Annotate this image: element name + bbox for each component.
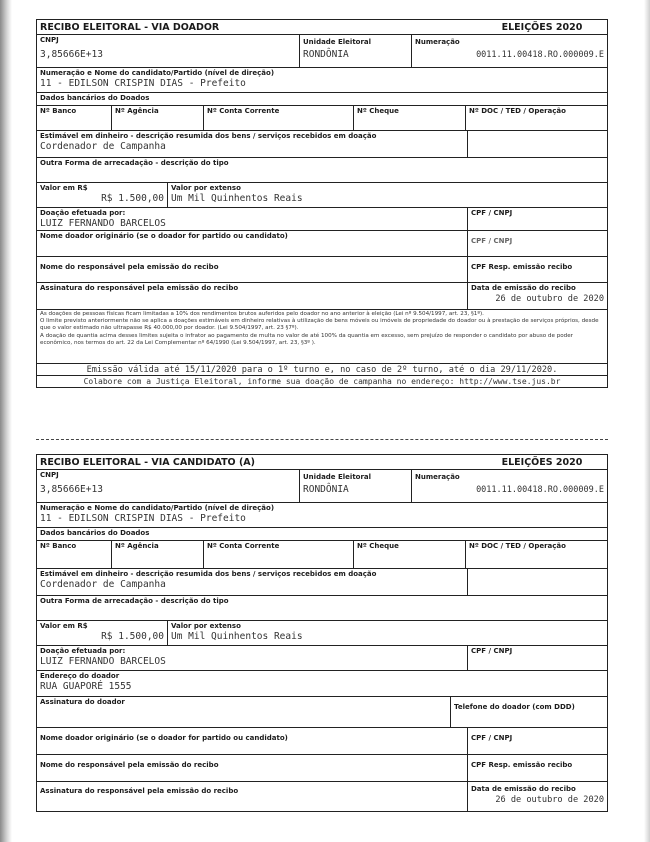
donor-colabore-row: [37, 375, 607, 387]
donor-valor-label: Valor em R$: [40, 184, 88, 192]
cand-assinatura-doador-label: Assinatura do doador: [40, 698, 125, 706]
cand-estimavel-cell: [37, 569, 467, 595]
donor-valor-row: [37, 182, 607, 207]
donor-numeracao-label: Numeração: [415, 38, 460, 46]
cand-numeracao-label: Numeração: [415, 473, 460, 481]
cand-doc-label: Nº DOC / TED / Operação: [465, 541, 607, 568]
cand-unidade-cell: [299, 470, 411, 502]
donor-banco-label: Nº Banco: [40, 107, 77, 115]
cand-endereco-row: [37, 670, 607, 696]
cand-numeracao-value: 0011.11.00418.RO.000009.E: [476, 485, 604, 495]
cand-estimavel-label: Estimável em dinheiro - descrição resumida dos bens / serviços recebidos em doação: [40, 570, 377, 578]
donor-estimavel-value: Cordenador de Campanha: [40, 141, 166, 152]
cand-numeracao-cell: [411, 470, 607, 502]
cand-outra-row: [37, 595, 607, 620]
cut-line-divider: [36, 439, 608, 440]
donor-cheque-label: Nº Cheque: [353, 106, 465, 130]
cand-bancarios-row: [37, 527, 607, 540]
cand-endereco-label: Endereço do doador: [40, 672, 120, 680]
cand-outra-label: Outra Forma de arrecadação - descrição do tipo: [40, 597, 229, 605]
donor-data-cell: [467, 283, 607, 309]
cand-banco-label: Nº Banco: [40, 542, 77, 550]
donor-unidade-value: RONDÔNIA: [303, 49, 349, 60]
donor-valor-value: R$ 1.500,00: [101, 193, 164, 204]
cand-estimavel-blank: [467, 569, 607, 595]
donor-unidade-label: Unidade Eleitoral: [303, 38, 372, 46]
donor-id-row: [37, 34, 607, 67]
donor-cpf-partial-label: CPF / CNPJ: [467, 231, 607, 256]
donor-unidade-cell: [299, 35, 411, 67]
donor-extenso-label: Valor por extenso: [171, 184, 241, 192]
cand-cpf-cnpj-2-label: CPF / CNPJ: [467, 728, 607, 754]
donor-valor-cell: [37, 183, 167, 207]
cand-extenso-label: Valor por extenso: [171, 622, 241, 630]
cand-header-title: RECIBO ELEITORAL - VIA CANDIDATO (A): [40, 457, 255, 468]
donor-doacao-row: [37, 207, 607, 230]
cand-cpf-cnpj-label: CPF / CNPJ: [467, 646, 607, 670]
donor-cpf-cnpj-label: CPF / CNPJ: [467, 208, 607, 230]
donor-bancarios-row: [37, 92, 607, 105]
cand-assinatura-label: Assinatura do responsável pela emissão do recibo: [40, 787, 239, 795]
donor-legal-text: [37, 310, 607, 363]
cand-extenso-value: Um Mil Quinhentos Reais: [171, 631, 303, 642]
cand-valor-label: Valor em R$: [40, 622, 88, 630]
donor-legal-1: As doações de pessoas físicas ficam limitadas a 10% dos rendimentos brutos auferidos pelo doador no ano anterior à eleição (Lei nº 9.504/1997, art. 23, §1º).: [40, 311, 484, 317]
donor-numeracao-value: 0011.11.00418.RO.000009.E: [476, 50, 604, 60]
cand-id-row: [37, 469, 607, 502]
cand-unidade-value: RONDÔNIA: [303, 484, 349, 495]
cand-estimavel-row: [37, 568, 607, 595]
donor-extenso-cell: [167, 183, 607, 207]
donor-legal-3: A doação de quantia acima desses limites sujeita o infrator ao pagamento de multa no valor de até 100% da quantia em excesso, sem prejuízo de responder o candidato por abuso de poder econômico, nos termos do art. 22 da Lei Complementar nº 64/1990 (Lei 9.504/1997, art. 23, §3º ).: [40, 332, 573, 346]
donor-extenso-value: Um Mil Quinhentos Reais: [171, 193, 303, 204]
donor-cnpj-value: 3,85666E+13: [40, 49, 103, 60]
cand-doacao-cell: [37, 646, 467, 670]
donor-candidato-label: Numeração e Nome do candidato/Partido (nível de direção): [40, 69, 275, 77]
donor-cnpj-label: CNPJ: [40, 36, 59, 44]
donor-bank-row: [37, 105, 607, 130]
donor-outra-label: Outra Forma de arrecadação - descrição do tipo: [40, 159, 229, 167]
cand-candidato-value: 11 - EDILSON CRISPIN DIAS - Prefeito: [40, 513, 246, 524]
cand-cpf-resp-label: CPF Resp. emissão recibo: [467, 755, 607, 781]
cand-candidato-row: [37, 502, 607, 527]
cand-unidade-label: Unidade Eleitoral: [303, 473, 372, 481]
donor-emissao-row: [37, 363, 607, 375]
cand-doacao-value: LUIZ FERNANDO BARCELOS: [40, 656, 166, 667]
cand-cnpj-label: CNPJ: [40, 471, 59, 479]
cand-responsavel-label: Nome do responsável pela emissão do recibo: [40, 761, 219, 769]
cand-bank-row: [37, 540, 607, 568]
donor-agencia-label: Nº Agência: [111, 106, 203, 130]
donor-estimavel-row: [37, 130, 607, 157]
donor-estimavel-label: Estimável em dinheiro - descrição resumida dos bens / serviços recebidos em doação: [40, 132, 377, 140]
cand-valor-cell: [37, 621, 167, 645]
cand-candidato-cell: [37, 503, 607, 527]
cand-doacao-label: Doação efetuada por:: [40, 647, 126, 655]
donor-header-title: RECIBO ELEITORAL - VIA DOADOR: [40, 22, 220, 33]
cand-endereco-cell: [37, 671, 607, 696]
donor-header-election: ELEIÇÕES 2020: [501, 22, 583, 33]
cand-assinatura-doador-row: [37, 696, 607, 727]
cand-responsavel-row: [37, 754, 607, 781]
cand-bancarios-label: Dados bancários do Doados: [40, 529, 150, 537]
donor-emissao-line: Emissão válida até 15/11/2020 para o 1º turno e, no caso de 2º turno, até o dia 29/11/2020.: [86, 365, 558, 375]
donor-candidato-row: [37, 67, 607, 92]
receipt-donor-copy: [36, 19, 608, 388]
donor-header-row: [37, 20, 607, 34]
donor-colabore-line: Colabore com a Justiça Eleitoral, informe sua doação de campanha no endereço: http://www.tse.jus.br: [83, 377, 561, 386]
donor-numeracao-cell: [411, 35, 607, 67]
cand-estimavel-value: Cordenador de Campanha: [40, 579, 166, 590]
donor-bancarios-label: Dados bancários do Doados: [40, 94, 150, 102]
donor-estimavel-cell: [37, 131, 467, 157]
cand-data-cell: [467, 782, 607, 811]
cand-cnpj-value: 3,85666E+13: [40, 484, 103, 495]
cand-candidato-label: Numeração e Nome do candidato/Partido (nível de direção): [40, 504, 275, 512]
donor-doacao-cell: [37, 208, 467, 230]
donor-assinatura-row: [37, 282, 607, 309]
cand-data-label: Data de emissão do recibo: [471, 785, 576, 793]
cand-extenso-cell: [167, 621, 607, 645]
cand-telefone-label: Telefone do doador (com DDD): [450, 697, 607, 727]
cand-conta-label: Nº Conta Corrente: [203, 541, 353, 568]
donor-cnpj-cell: [37, 35, 299, 67]
donor-responsavel-label: Nome do responsável pela emissão do recibo: [40, 263, 219, 271]
donor-conta-label: Nº Conta Corrente: [203, 106, 353, 130]
cand-cnpj-cell: [37, 470, 299, 502]
donor-doc-label: Nº DOC / TED / Operação: [465, 106, 607, 130]
donor-outra-row: [37, 157, 607, 182]
cand-cheque-label: Nº Cheque: [353, 541, 465, 568]
cand-agencia-label: Nº Agência: [111, 541, 203, 568]
donor-candidato-value: 11 - EDILSON CRISPIN DIAS - Prefeito: [40, 78, 246, 89]
cand-header-election: ELEIÇÕES 2020: [501, 457, 583, 468]
donor-assinatura-label: Assinatura do responsável pela emissão do recibo: [40, 284, 239, 292]
cand-endereco-value: RUA GUAPORÉ 1555: [40, 681, 132, 692]
cand-doacao-row: [37, 645, 607, 670]
cand-assinatura-row: [37, 781, 607, 811]
donor-candidato-cell: [37, 68, 607, 92]
donor-data-value: 26 de outubro de 2020: [495, 294, 604, 304]
receipt-candidate-copy: [36, 454, 608, 812]
donor-originario-row: [37, 230, 607, 256]
donor-doacao-label: Doação efetuada por:: [40, 209, 126, 217]
cand-data-value: 26 de outubro de 2020: [495, 795, 604, 805]
donor-responsavel-row: [37, 256, 607, 282]
scan-shadow-right: [644, 0, 650, 842]
cand-header-row: [37, 455, 607, 469]
donor-legal-2: O limite previsto anteriormente não se aplica a doações estimáveis em dinheiro relativas à utilização de bens móveis ou imóveis de propriedade do doador ou à prestação de serviços próprios, desde que o valor estimado não ultrapasse R$ 40.000,00 por doador. (Lei 9.504/1997, art. 23 §7º).: [40, 318, 599, 332]
cand-originario-row: [37, 727, 607, 754]
donor-legal-row: [37, 309, 607, 363]
cand-valor-row: [37, 620, 607, 645]
scan-shadow-left: [0, 0, 12, 842]
cand-valor-value: R$ 1.500,00: [101, 631, 164, 642]
cand-originario-label: Nome doador originário (se o doador for partido ou candidato): [40, 734, 288, 742]
donor-doacao-value: LUIZ FERNANDO BARCELOS: [40, 218, 166, 229]
donor-estimavel-blank: [467, 131, 607, 157]
donor-data-label: Data de emissão do recibo: [471, 284, 576, 292]
donor-cpf-resp-label: CPF Resp. emissão recibo: [467, 257, 607, 282]
donor-originario-label: Nome doador originário (se o doador for partido ou candidato): [40, 232, 288, 240]
